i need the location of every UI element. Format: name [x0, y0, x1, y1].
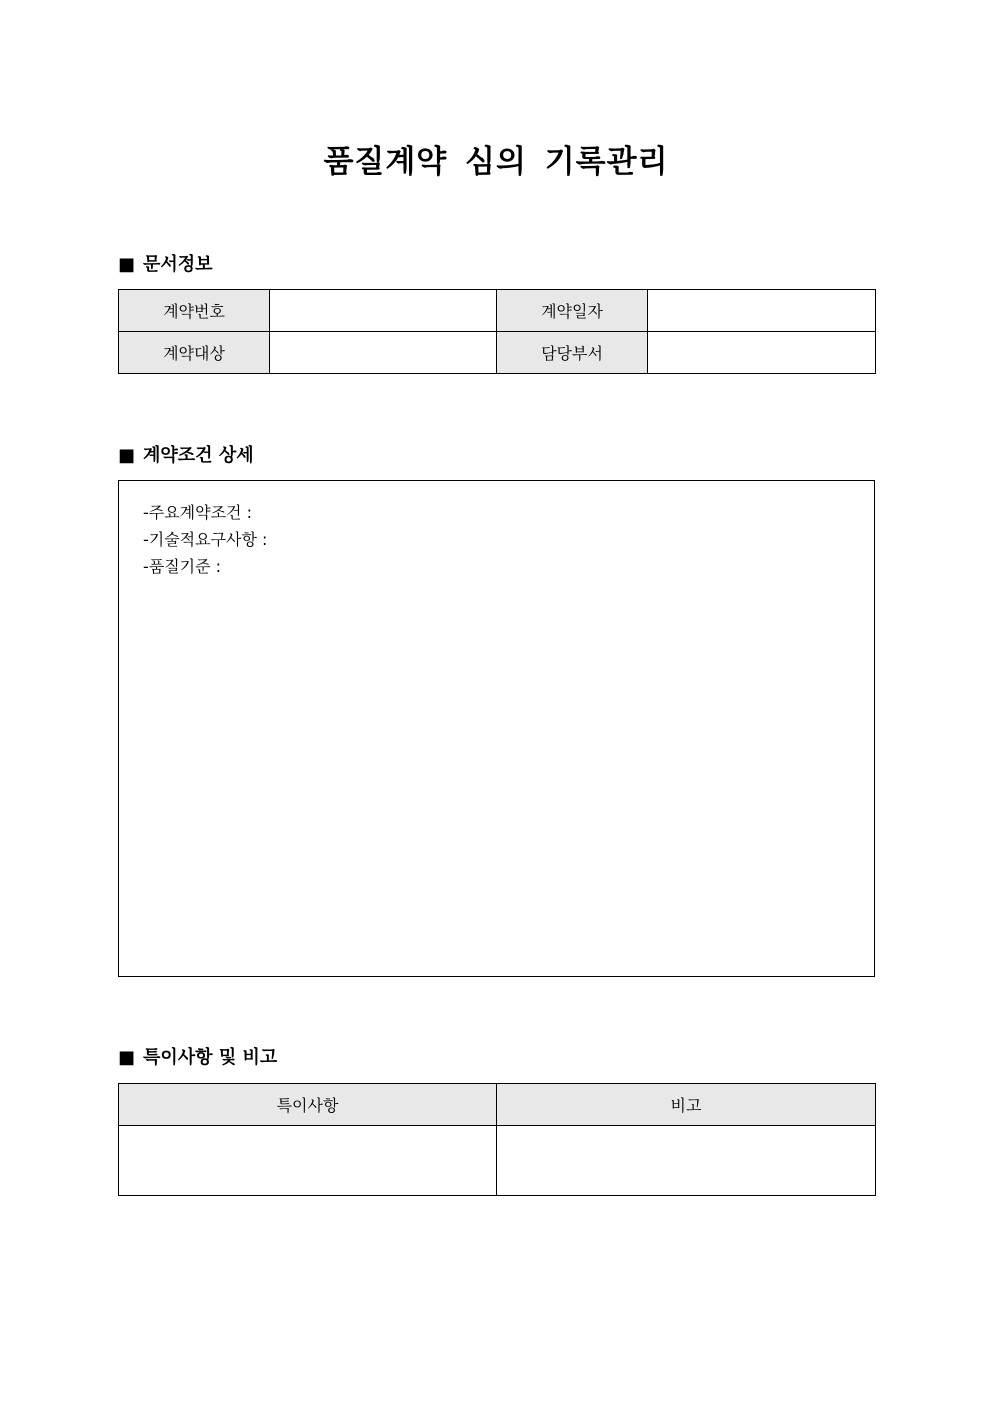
square-bullet-icon: ■	[118, 445, 136, 466]
contract-date-value[interactable]	[648, 290, 876, 332]
table-header-row	[119, 1084, 876, 1126]
square-bullet-icon: ■	[118, 1047, 136, 1068]
department-value[interactable]	[648, 332, 876, 374]
contract-date-label: 계약일자	[497, 290, 648, 332]
contract-detail-box[interactable]	[118, 480, 875, 977]
main-conditions-line: -주요계약조건 :	[143, 503, 252, 522]
department-label: 담당부서	[497, 332, 648, 374]
section-heading-doc-info	[118, 253, 213, 277]
section-heading-label: 계약조건 상세	[143, 445, 254, 466]
special-notes-header: 특이사항	[119, 1084, 497, 1126]
special-notes-cell[interactable]	[119, 1126, 497, 1196]
contract-detail-lines	[143, 499, 267, 580]
remarks-header: 비고	[497, 1084, 876, 1126]
remarks-cell[interactable]	[497, 1126, 876, 1196]
section-heading-label: 문서정보	[143, 254, 213, 275]
contract-target-value[interactable]	[270, 332, 497, 374]
table-row	[119, 332, 876, 374]
quality-standard-line: -품질기준 :	[143, 557, 222, 576]
table-row	[119, 1126, 876, 1196]
section-heading-contract-detail	[118, 444, 254, 468]
technical-requirements-line: -기술적요구사항 :	[143, 530, 268, 549]
contract-target-label: 계약대상	[119, 332, 270, 374]
contract-number-value[interactable]	[270, 290, 497, 332]
table-row	[119, 290, 876, 332]
doc-info-table	[118, 289, 876, 374]
page-title: 품질계약 심의 기록관리	[323, 144, 669, 180]
remarks-table	[118, 1083, 876, 1196]
contract-number-label: 계약번호	[119, 290, 270, 332]
section-heading-remarks	[118, 1046, 277, 1070]
square-bullet-icon: ■	[118, 254, 136, 275]
section-heading-label: 특이사항 및 비고	[143, 1047, 278, 1068]
